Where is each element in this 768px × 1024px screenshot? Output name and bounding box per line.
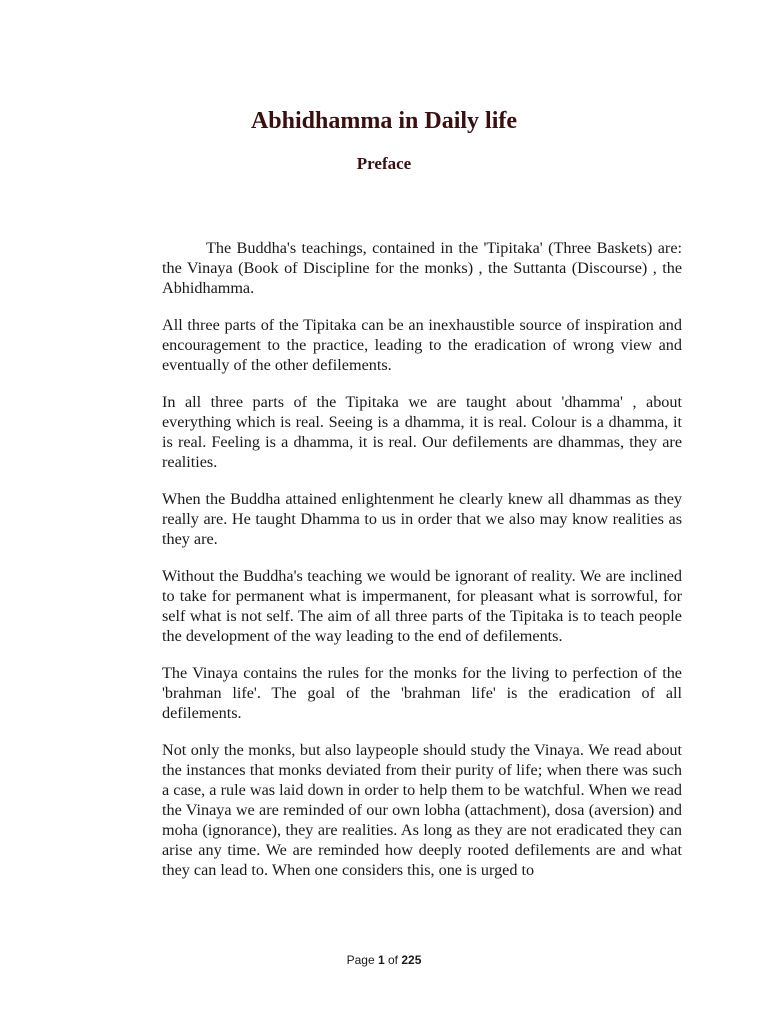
current-page-number: 1 [377,953,385,967]
of-label: of [388,953,399,967]
paragraph: Without the Buddha's teaching we would be ignorant of reality. We are inclined to take for permanent what is impermanent, for pleasant what is sorrowful, for self what is not self. The aim of all three parts of the Tipitaka is to teach people the development of the way leading to the end of defilements. [162,567,682,645]
paragraph: All three parts of the Tipitaka can be an inexhaustible source of inspiration and encouragement to the practice, leading to the eradication of wrong view and eventually of the other defilements. [162,316,682,374]
paragraph: In all three parts of the Tipitaka we are taught about 'dhamma' , about everything which is real. Seeing is a dhamma, it is real. Colour is a dhamma, it is real. Feeling is a dhamma, it is real. Our defilements are dhammas, they are realities. [162,393,682,471]
paragraph: When the Buddha attained enlightenment he clearly knew all dhammas as they really are. He taught Dhamma to us in order that we also may know realities as they are. [162,490,682,548]
page-footer [0,953,768,967]
total-pages: 225 [401,953,422,967]
document-body [162,238,682,897]
paragraph: The Vinaya contains the rules for the monks for the living to perfection of the 'brahman life'. The goal of the 'brahman life' is the eradication of all defilements. [162,664,682,722]
paragraph: Not only the monks, but also laypeople should study the Vinaya. We read about the instances that monks deviated from their purity of life; when there was such a case, a rule was laid down in order to help them to be watchful. When we read the Vinaya we are reminded of our own lobha (attachment), dosa (aversion) and moha (ignorance), they are realities. As long as they are not eradicated they can arise any time. We are reminded how deeply rooted defilements are and what they can lead to. When one considers this, one is urged to [162,741,682,879]
document-title: Abhidhamma in Daily life [250,108,518,134]
section-heading-preface: Preface [356,154,412,173]
paragraph: The Buddha's teachings, contained in the 'Tipitaka' (Three Baskets) are: the Vinaya (Book of Discipline for the monks) , the Suttanta (Discourse) , the Abhidhamma. [162,239,682,297]
page-label: Page [346,953,375,967]
